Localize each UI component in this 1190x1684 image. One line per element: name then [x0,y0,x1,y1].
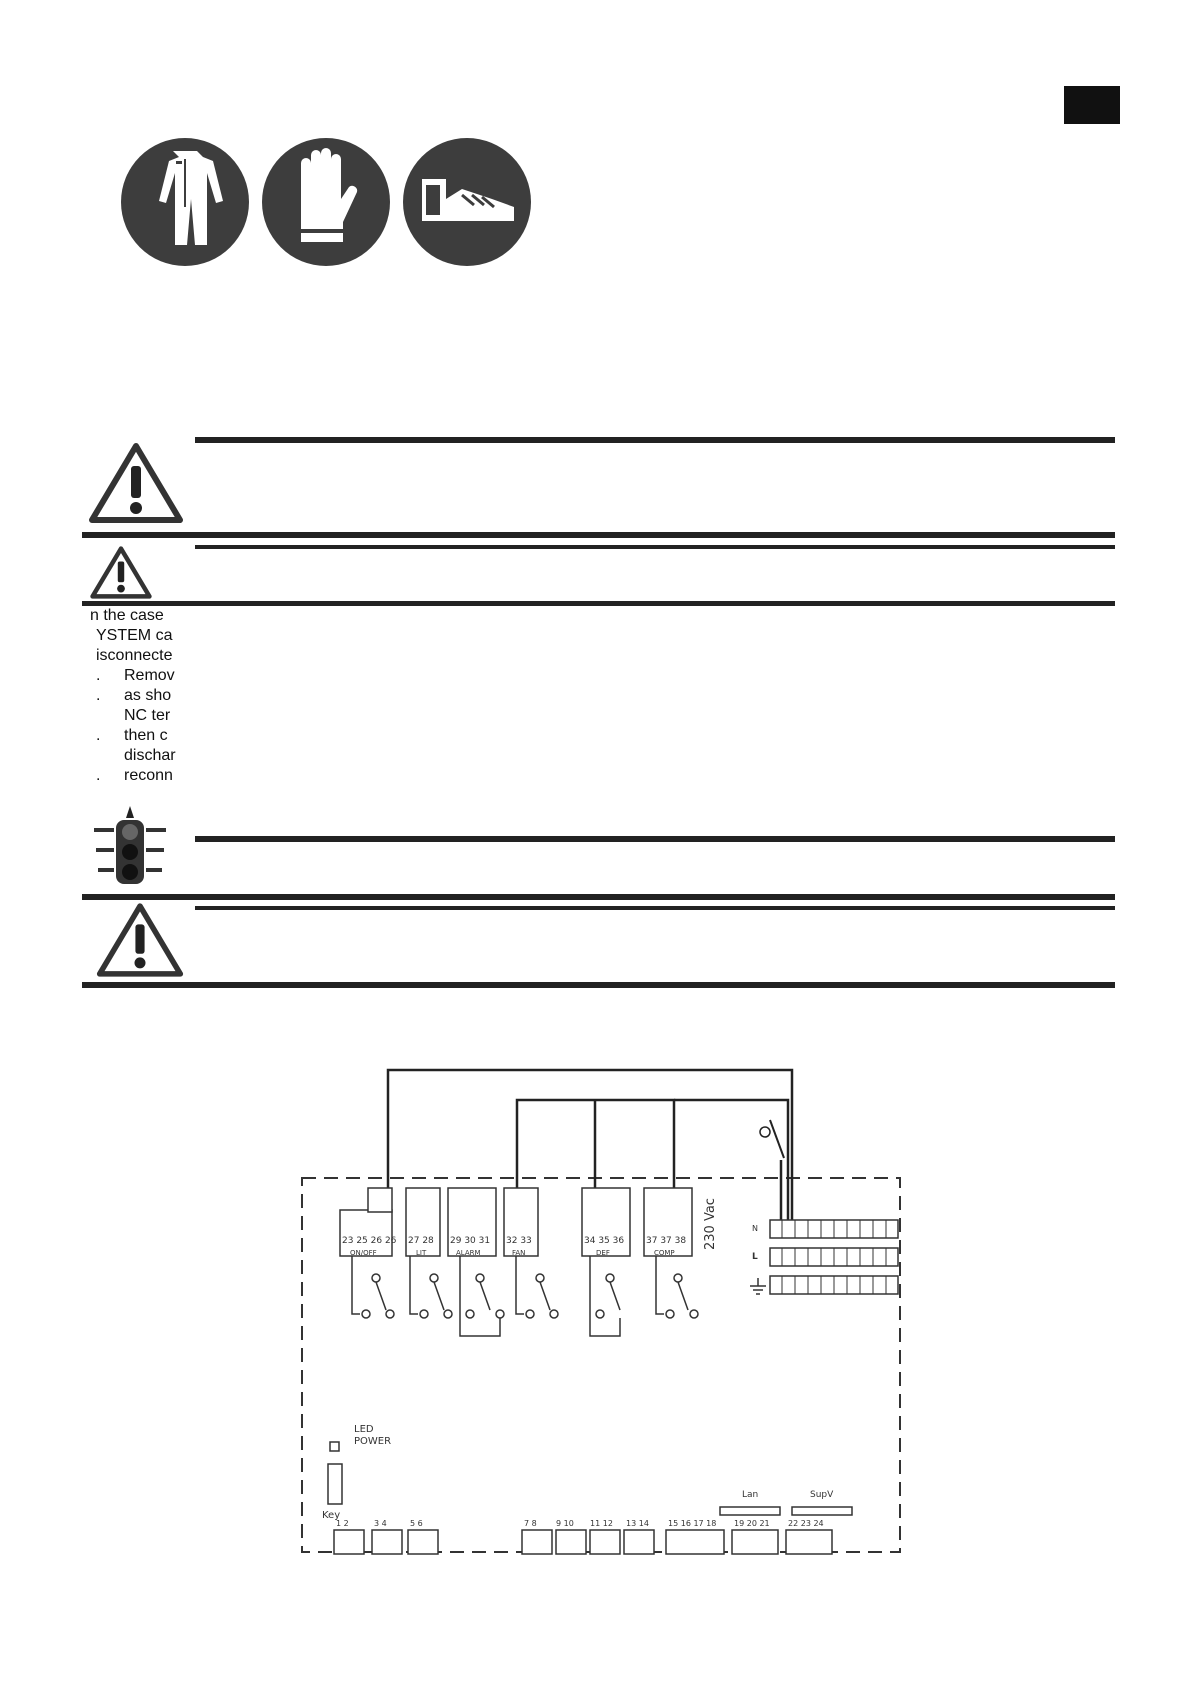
terminal-numbers: 23 25 26 26 [342,1236,397,1246]
fuse-symbol [760,1127,770,1137]
text-line: reconn [124,767,173,784]
terminal-numbers: 32 33 [506,1236,532,1246]
relay-block-comp [644,1188,692,1257]
section-rule [195,437,1115,443]
terminal-numbers: 22 23 24 [788,1519,824,1528]
key-socket [328,1464,342,1504]
relay-label: ON/OFF [350,1249,377,1257]
supply-row-label: N [752,1224,758,1233]
text-line: NC ter [124,707,171,724]
relay-label: LIT [416,1249,427,1257]
earth-ground-icon [750,1278,766,1294]
terminal-numbers: 5 6 [410,1519,423,1528]
section-rule [195,906,1115,910]
terminal-numbers: 37 37 38 [646,1236,687,1246]
relay-label: DEF [596,1249,610,1257]
relay-label: ALARM [456,1249,481,1257]
section-rule [82,982,1115,988]
protective-gloves-icon [261,137,391,267]
warning-triangle-icon [96,902,184,978]
power-led-indicator [330,1442,339,1451]
safety-shoes-icon [402,137,532,267]
lan-label: Lan [742,1490,759,1500]
section-rule [195,545,1115,549]
text-line: YSTEM ca [96,627,173,644]
bullet: . [96,767,101,784]
relay-block-fan [504,1188,538,1257]
section-rule [195,836,1115,842]
supv-label: SupV [810,1490,834,1500]
terminal-numbers: 19 20 21 [734,1519,770,1528]
supv-connector [792,1507,852,1515]
terminal-numbers: 15 16 17 18 [668,1519,717,1528]
relay-block-def [582,1188,630,1257]
section-rule [82,601,1115,606]
text-line: dischar [124,747,176,764]
relay-block-alarm [448,1188,496,1257]
wiring-diagram [290,1060,910,1560]
fuse-switch [770,1120,784,1158]
lan-connector [720,1507,780,1515]
terminal-numbers: 29 30 31 [450,1236,491,1246]
bullet: . [96,667,101,684]
relay-label: FAN [512,1249,526,1257]
relay-block-lit [406,1188,440,1257]
terminal-numbers: 7 8 [524,1519,537,1528]
text-line: as sho [124,687,172,704]
bullet: . [96,727,101,744]
led-label: LED [354,1424,374,1435]
protective-coverall-icon [120,137,250,267]
supply-row-label: L [752,1252,758,1262]
warning-triangle-icon [88,442,184,524]
text-line: Remov [124,667,175,684]
terminal-numbers: 34 35 36 [584,1236,625,1246]
supply-voltage-label: 230 Vac [703,1198,718,1250]
section-rule [82,532,1115,538]
text-line: isconnecte [96,647,173,664]
terminal-numbers: 13 14 [626,1519,649,1528]
text-line: n the case [90,607,164,624]
terminal-numbers: 11 12 [590,1519,613,1528]
relay-contacts [352,1256,698,1336]
bottom-terminal-blocks [334,1530,832,1554]
signal-light-icon [90,806,170,888]
relay-block-on-off [340,1188,397,1257]
key-label: Key [322,1510,341,1521]
bullet: . [96,687,101,704]
terminal-numbers: 1 2 [336,1519,349,1528]
text-line: then c [124,727,168,744]
terminal-numbers: 3 4 [374,1519,387,1528]
warning-triangle-icon [90,546,152,599]
section-rule [82,894,1115,900]
terminal-numbers: 9 10 [556,1519,574,1528]
page-tab-marker [1064,86,1120,124]
power-label: POWER [354,1436,392,1447]
truncated-procedure-text [88,606,180,786]
relay-label: COMP [654,1249,675,1257]
terminal-numbers: 27 28 [408,1236,434,1246]
